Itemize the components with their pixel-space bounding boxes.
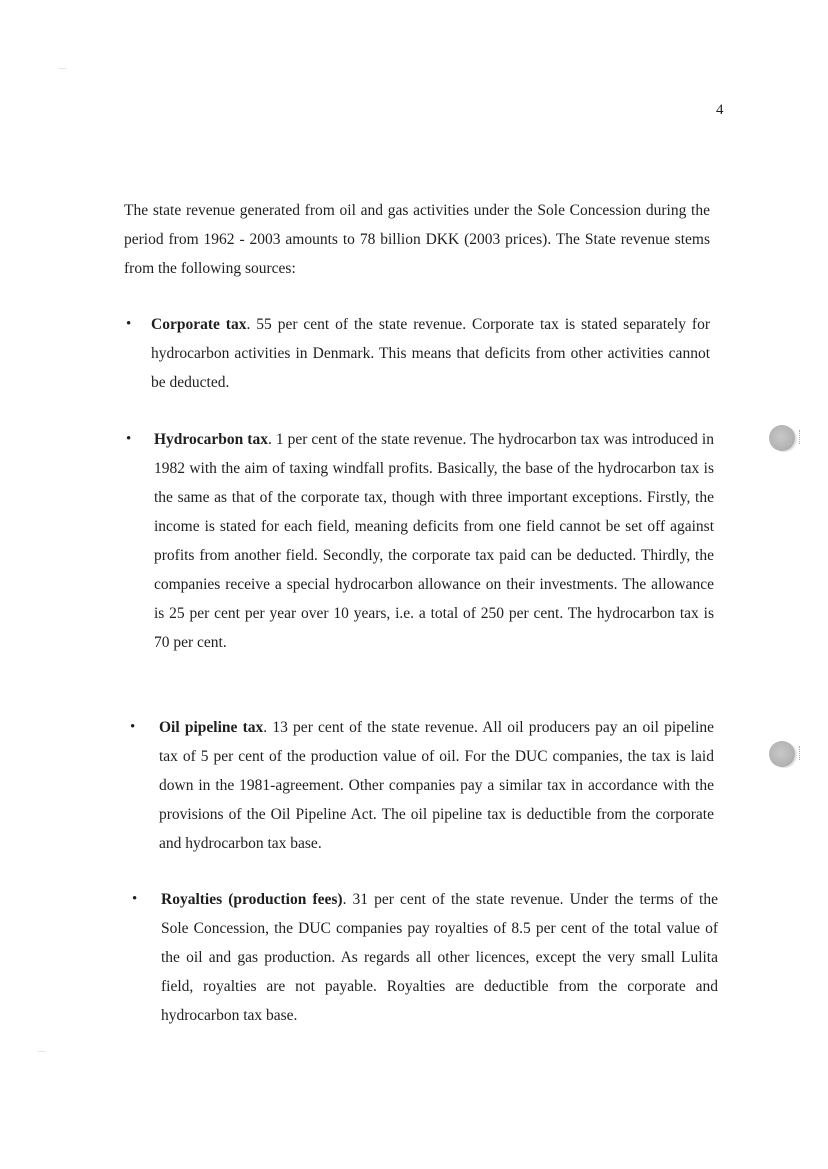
intro-paragraph: The state revenue generated from oil and gas activities under the Sole Concession during the period from 1962 - 2003 amounts to 78 billion DKK (2003 prices). The State revenue stems from the following sources:: [124, 202, 710, 277]
bullet-body: . 31 per cent of the state revenue. Under the terms of the Sole Concession, the DUC companies pay royalties of 8.5 per cent of the total value of the oil and gas production. As regards all other licences, except the very small Lulita field, royalties are not payable. Royalties are deductible from the corporate and hydrocarbon tax base.: [161, 891, 718, 1024]
bullet-text: [159, 713, 714, 858]
bullet-text: [151, 310, 710, 397]
bullet-royalties: [132, 885, 718, 1030]
bullet-term: Oil pipeline tax: [159, 719, 264, 736]
bullet-text: [154, 425, 714, 657]
page-number: 4: [716, 102, 724, 118]
bullet-text: [161, 885, 718, 1030]
bullet-term: Royalties (production fees): [161, 891, 343, 908]
bullet-oil-pipeline-tax: [130, 713, 714, 858]
bullet-corporate-tax: [126, 310, 710, 397]
punch-hole-mark: [769, 425, 795, 451]
bullet-marker: •: [130, 719, 136, 735]
bullet-marker: •: [126, 316, 132, 332]
scan-edge-mark: [38, 1051, 46, 1052]
scan-edge-mark: [58, 68, 66, 69]
bullet-body: . 13 per cent of the state revenue. All oil producers pay an oil pipeline tax of 5 per cent of the production value of oil. For the DUC companies, the tax is laid down in the 1981-agreement. Other companies pay a similar tax in accordance with the provisions of the Oil Pipeline Act. The oil pipeline tax is deductible from the corporate and hydrocarbon tax base.: [159, 719, 714, 852]
bullet-body: . 55 per cent of the state revenue. Corporate tax is stated separately for hydrocarbon activities in Denmark. This means that deficits from other activities cannot be deducted.: [151, 316, 711, 391]
bullet-term: Corporate tax: [151, 316, 247, 333]
bullet-hydrocarbon-tax: [126, 425, 714, 657]
punch-hole-mark: [769, 741, 795, 767]
bullet-term: Hydrocarbon tax: [154, 431, 268, 448]
bullet-marker: •: [126, 431, 132, 447]
bullet-body: . 1 per cent of the state revenue. The hydrocarbon tax was introduced in 1982 with the aim of taxing windfall profits. Basically, the base of the hydrocarbon tax is the same as that of the corporate tax, though with three important exceptions. Firstly, the income is stated for each field, meaning deficits from one field cannot be set off against profits from another field. Secondly, the corporate tax paid can be deducted. Thirdly, the companies receive a special hydrocarbon allowance on their investments. The allowance is 25 per cent per year over 10 years, i.e. a total of 250 per cent. The hydrocarbon tax is 70 per cent.: [154, 431, 714, 651]
bullet-marker: •: [132, 891, 138, 907]
